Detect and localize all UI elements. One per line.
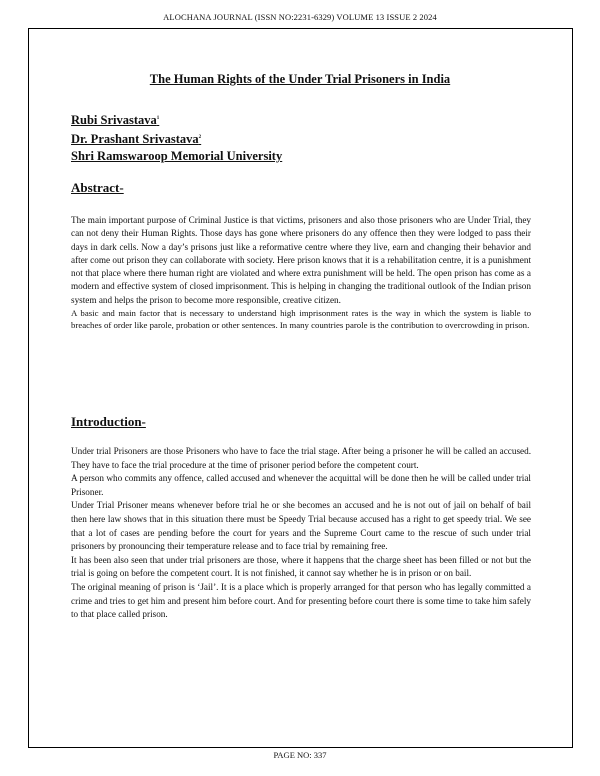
intro-paragraph: Under trial Prisoners are those Prisoners who have to face the trial stage. After being a prisoner he will be called an accused. They have to face the trial procedure at the time of prisoner period before the competent court. [71, 446, 531, 470]
intro-paragraph: A person who commits any offence, called accused and whenever the acquittal will be done then he will be called under trial Prisoner. [71, 473, 531, 497]
author-2-mark: 2 [198, 135, 202, 141]
intro-paragraph: Under Trial Prisoner means whenever before trial he or she becomes an accused and he is not out of jail on behalf of bail then here law shows that in this situation there must be Speedy Trial because accused has a right to get speedy trial. We see that a lot of cases are pending before the court for years and the Supreme Court came to the rescue of such under trial prisoners by pronouncing their temperature release and to face trial by remaining free. [71, 500, 531, 552]
abstract-heading: Abstract- [71, 180, 124, 195]
abstract-paragraph: The main important purpose of Criminal Justice is that victims, prisoners and also those prisoners who are Under Trial, they can not deny their Human Rights. Those days has gone where prisoners do any offence then they were lodged to pass their days in dark cells. Now a day’s prisons just like a reformative centre where they live, earn and changing their behavior and after come out prison they can collaborate with society. Here prison knows that it is a rehabilitation centre, it is a punishment not that place where there human right are violated and where extra punishment will be held. The open prison has come as a modern and effective system of closed imprisonment. This is helping in changing the traditional outlook of the Indian prison system and helps the prison to become more responsible, creative citizen. [71, 215, 531, 305]
author-1-mark: 1 [156, 116, 160, 121]
journal-header: ALOCHANA JOURNAL (ISSN NO:2231-6329) VOLUME 13 ISSUE 2 2024 [163, 12, 437, 22]
author-2-name: Dr. Prashant Srivastava [71, 132, 199, 147]
intro-paragraph: It has been also seen that under trial prisoners are those, where it happens that the charge sheet has been filled or not but the trial is going on before the competent court. It is not finished, it cannot say whether he is in prison or on bail. [71, 554, 531, 579]
intro-paragraph: The original meaning of prison is ‘Jail’. It is a place which is properly arranged for that person who has legally committed a crime and tries to get him and present him before court. And for presenting before court there is some time to take him safely to that place called prison. [71, 581, 531, 620]
author-1 [71, 110, 282, 129]
affiliation: Shri Ramswaroop Memorial University [71, 149, 283, 164]
introduction-body [71, 445, 531, 622]
author-1-name: Rubi Srivastava [71, 113, 157, 128]
author-2 [71, 129, 282, 148]
paper-title: The Human Rights of the Under Trial Prisoners in India [149, 72, 451, 86]
page-number: PAGE NO: 337 [273, 750, 327, 760]
abstract-paragraph: A basic and main factor that is necessary to understand high imprisonment rates is the way in which the system is liable to breaches of order like parole, probation or other sentences. In many countries parole is the contribution to overcrowding in prison. [71, 308, 531, 331]
abstract-body [71, 214, 531, 331]
author-block [71, 110, 282, 165]
introduction-heading: Introduction- [71, 414, 146, 429]
